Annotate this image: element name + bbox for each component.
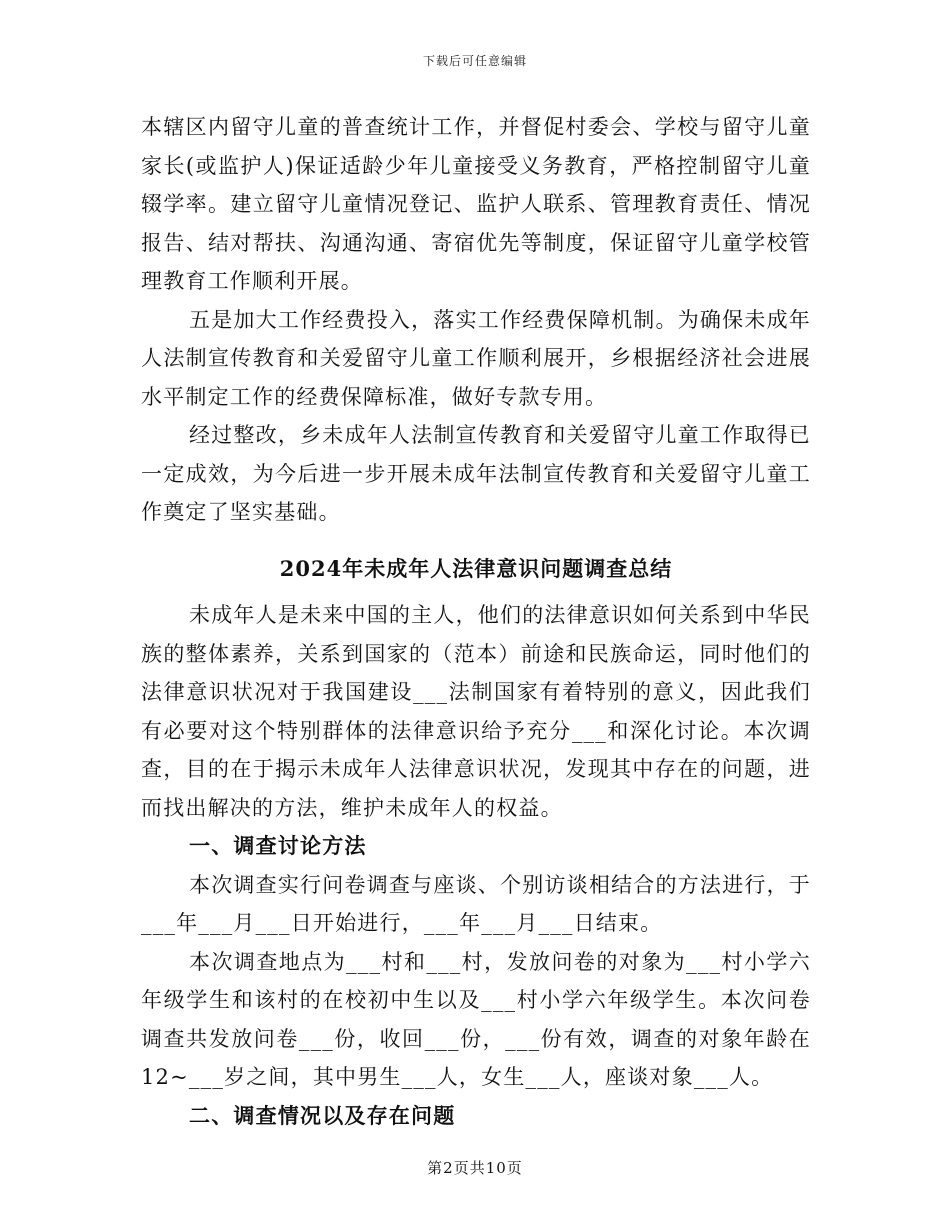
- heading-findings: 二、调查情况以及存在问题: [189, 1102, 456, 1128]
- paragraph-2: 五是加大工作经费投入，落实工作经费保障机制。为确保未成年人法制宣传教育和关爱留守儿童工作顺利展开，乡根据经济社会进展水平制定工作的经费保障标准，做好专款专用。: [141, 307, 811, 409]
- page-header: 下载后可任意编辑: [422, 54, 527, 68]
- heading-methods: 一、调查讨论方法: [189, 833, 367, 858]
- document-body: [141, 108, 811, 1135]
- section-title: 2024年未成年人法律意识问题调查总结: [279, 555, 673, 581]
- paragraph-1: 本辖区内留守儿童的普查统计工作，并督促村委会、学校与留守儿童家长(或监护人)保证适龄少年儿童接受义务教育，严格控制留守儿童辍学率。建立留守儿童情况登记、监护人联系、管理教育责任、情况报告、结对帮扶、沟通沟通、寄宿优先等制度，保证留守儿童学校管理教育工作顺利开展。: [141, 115, 811, 293]
- paragraph-6: 本次调查地点为___村和___村，发放问卷的对象为___村小学六年级学生和该村的在校初中生以及___村小学六年级学生。本次问卷调查共发放问卷___份，收回___份，___份有效，调查的对象年龄在12~___岁之间，其中男生___人，女生___人，座谈对象___人。: [141, 949, 811, 1089]
- paragraph-5: 本次调查实行问卷调查与座谈、个别访谈相结合的方法进行，于___年___月___日开始进行，___年___月___日结束。: [141, 872, 811, 935]
- paragraph-3: 经过整改，乡未成年人法制宣传教育和关爱留守儿童工作取得已一定成效，为今后进一步开展未成年法制宣传教育和关爱留守儿童工作奠定了坚实基础。: [141, 423, 811, 524]
- paragraph-4: 未成年人是未来中国的主人，他们的法律意识如何关系到中华民族的整体素养，关系到国家的（范本）前途和民族命运，同时他们的法律意识状况对于我国建设___法制国家有着特别的意义，因此我们有必要对这个特别群体的法律意识给予充分___和深化讨论。本次调查，目的在于揭示未成年人法律意识状况，发现其中存在的问题，进而找出解决的方法，维护未成年人的权益。: [141, 603, 811, 820]
- page-footer: 第2页共10页: [427, 1159, 523, 1177]
